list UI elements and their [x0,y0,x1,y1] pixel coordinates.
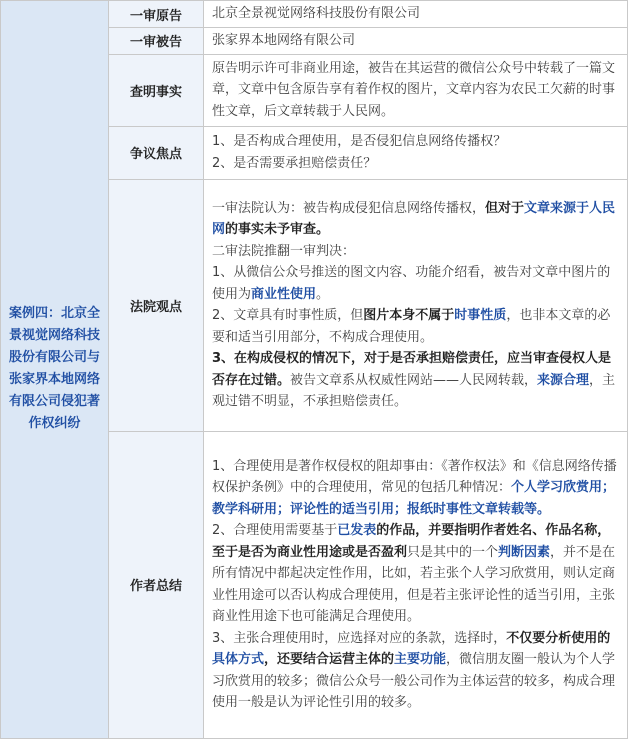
plaintiff-label: 一审原告 [109,1,204,28]
court-paragraph-5: 3、在构成侵权的情况下，对于是否承担赔偿责任，应当审查侵权人是否存在过错。被告文章系从权威性网站——人民网转载，来源合理，主观过错不明显，不承担赔偿责任。 [212,351,616,409]
author-summary [204,431,628,738]
facts-value: 原告明示许可非商业用途，被告在其运营的微信公众号中转载了一篇文章，文章中包含原告享有着作权的图片，文章内容为农民工欠薪的时事性文章，后文章转载于人民网。 [204,54,628,126]
author-paragraph-2: 2、合理使用需要基于已发表的作品，并要指明作者姓名、作品名称，至于是否为商业性用途或是否盈利只是其中的一个判断因素，并不是在所有情况中都起决定性作用，比如，若主张个人学习欣赏用，则认定商业性用途可以否认构成合理使用，但是若主张评论性的适当引用，主张商业性用途下也可能满足合理使用。 [212,523,616,624]
court-paragraph-4: 2、文章具有时事性质，但图片本身不属于时事性质，也非本文章的必要和适当引用部分，不构成合理使用。 [212,308,611,345]
court-opinion [204,179,628,431]
plaintiff-value: 北京全景视觉网络科技股份有限公司 [204,1,628,28]
case-title: 案例四：北京全景视觉网络科技股份有限公司与张家界本地网络有限公司侵犯著作权纠纷 [1,1,109,739]
author-label: 作者总结 [109,431,204,738]
court-paragraph-3: 1、从微信公众号推送的图文内容、功能介绍看，被告对文章中图片的使用为商业性使用。 [212,265,611,302]
defendant-value: 张家界本地网络有限公司 [204,28,628,55]
court-paragraph-1: 一审法院认为：被告构成侵犯信息网络传播权，但对于文章来源于人民网的事实未予审查。 [212,200,616,237]
court-label: 法院观点 [109,179,204,431]
facts-label: 查明事实 [109,54,204,126]
court-paragraph-2: 二审法院推翻一审判决： [212,243,356,259]
issue-item: 2、是否需要承担赔偿责任？ [212,155,377,171]
defendant-label: 一审被告 [109,28,204,55]
issues-label: 争议焦点 [109,126,204,179]
author-paragraph-3: 3、主张合理使用时，应选择对应的条款，选择时，不仅要分析使用的具体方式，还要结合运营主体的主要功能，微信朋友圈一般认为个人学习欣赏用的较多；微信公众号一般公司作为主体运营的较多，构成合理使用一般是认为评论性引用的较多。 [212,630,616,710]
issue-item: 1、是否构成合理使用，是否侵犯信息网络传播权？ [212,134,507,149]
author-paragraph-1: 1、合理使用是著作权侵权的阻却事由：《著作权法》和《信息网络传播权保护条例》中的合理使用，常见的包括几种情况：个人学习欣赏用；教学科研用；评论性的适当引用；报纸时事性文章转载等。 [212,458,617,517]
issues-value [204,126,628,179]
